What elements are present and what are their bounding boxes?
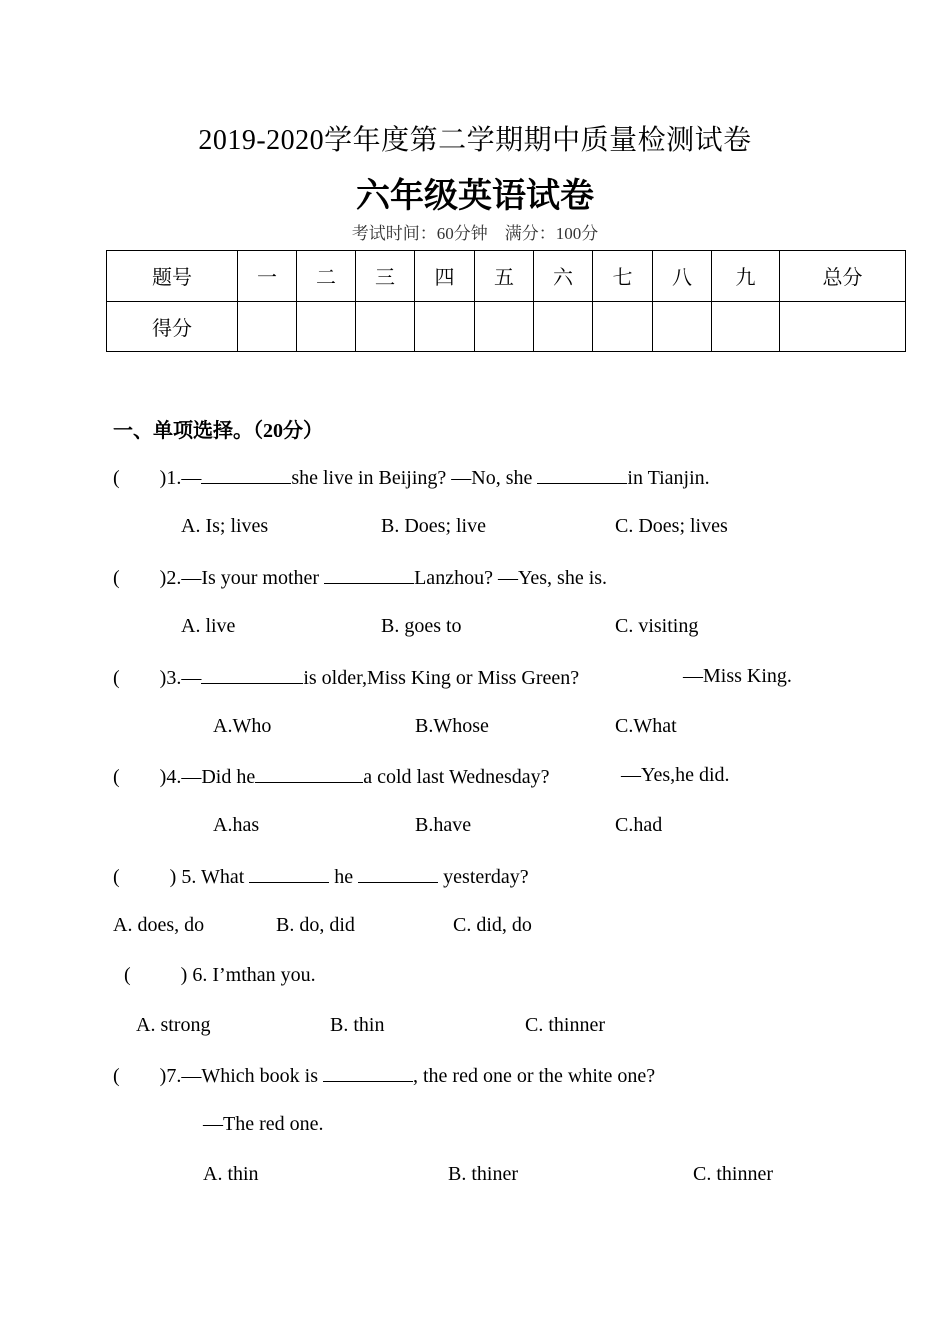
- question-number: 7.: [166, 1065, 182, 1087]
- exam-info: 考试时间：60分钟 满分：100分: [351, 224, 599, 243]
- blank: [201, 465, 291, 484]
- blank: [255, 764, 363, 783]
- question-text: What: [200, 866, 250, 888]
- blank: [201, 665, 303, 684]
- question-text: is older,Miss King or Miss Green?: [303, 667, 580, 689]
- score-row-label: 得分: [107, 301, 238, 352]
- answer-paren[interactable]: ( ): [113, 667, 167, 689]
- option-a[interactable]: A. strong: [136, 1014, 211, 1036]
- score-table: [106, 250, 906, 352]
- option-a[interactable]: A.Who: [213, 715, 272, 737]
- score-cell[interactable]: [534, 301, 593, 352]
- question-number: 5.: [181, 866, 197, 888]
- option-b[interactable]: B. Does; live: [381, 515, 486, 537]
- blank: [324, 565, 414, 584]
- score-header-cell: 八: [653, 251, 712, 302]
- score-header-cell: 一: [238, 251, 297, 302]
- question-number: 3.: [166, 667, 182, 689]
- score-header-cell: 九: [712, 251, 780, 302]
- question-text: a cold last Wednesday?: [363, 766, 550, 788]
- question-2: [113, 565, 607, 590]
- question-text: he: [329, 866, 359, 888]
- score-cell[interactable]: [780, 301, 906, 352]
- option-a[interactable]: A. live: [181, 615, 236, 637]
- score-cell[interactable]: [593, 301, 653, 352]
- score-header-cell: 总分: [780, 251, 906, 302]
- score-header-cell: 二: [297, 251, 356, 302]
- question-7-answer: —The red one.: [203, 1113, 324, 1135]
- option-a[interactable]: A.has: [213, 814, 260, 836]
- score-cell[interactable]: [712, 301, 780, 352]
- question-1: [113, 465, 710, 490]
- question-text: —: [181, 467, 202, 489]
- option-c[interactable]: C. thinner: [525, 1014, 605, 1036]
- score-header-cell: 六: [534, 251, 593, 302]
- option-b[interactable]: B.have: [415, 814, 472, 836]
- question-text: in Tianjin.: [627, 467, 710, 489]
- question-4: [113, 764, 550, 789]
- question-number: 6.: [192, 964, 208, 986]
- option-b[interactable]: B.Whose: [415, 715, 489, 737]
- question-number: 2.: [166, 567, 182, 589]
- question-text: she live in Beijing? —No, she: [291, 467, 538, 489]
- score-header-cell: 七: [593, 251, 653, 302]
- question-text: Lanzhou? —Yes, she is.: [414, 567, 608, 589]
- question-4-answer: —Yes,he did.: [621, 764, 730, 786]
- option-a[interactable]: A. does, do: [113, 914, 205, 936]
- exam-title: 2019-2020学年度第二学期期中质量检测试卷: [198, 125, 752, 156]
- question-7: [113, 1063, 655, 1088]
- question-6: [124, 964, 316, 987]
- question-text: —: [181, 667, 202, 689]
- blank: [249, 864, 329, 883]
- question-text: —Is your mother: [181, 567, 325, 589]
- question-number: 1.: [166, 467, 182, 489]
- score-header-cell: 五: [475, 251, 534, 302]
- question-text: I’m: [212, 964, 242, 986]
- option-c[interactable]: C. did, do: [453, 914, 532, 936]
- score-header-cell: 三: [356, 251, 415, 302]
- answer-paren[interactable]: ( ): [113, 467, 167, 489]
- option-c[interactable]: C. Does; lives: [615, 515, 728, 537]
- question-number: 4.: [166, 766, 182, 788]
- question-3: [113, 665, 579, 690]
- blank: [323, 1063, 413, 1082]
- blank: [358, 864, 438, 883]
- score-cell[interactable]: [297, 301, 356, 352]
- option-c[interactable]: C.had: [615, 814, 663, 836]
- score-cell[interactable]: [653, 301, 712, 352]
- answer-paren[interactable]: ( ): [113, 866, 177, 888]
- option-c[interactable]: C. visiting: [615, 615, 699, 637]
- section-title: 一、单项选择。（20分）: [113, 420, 323, 442]
- option-b[interactable]: B. thin: [330, 1014, 385, 1036]
- option-b[interactable]: B. thiner: [448, 1163, 518, 1185]
- score-cell[interactable]: [415, 301, 475, 352]
- answer-paren[interactable]: ( ): [113, 1065, 167, 1087]
- score-table-score-row: [107, 301, 906, 352]
- option-a[interactable]: A. Is; lives: [181, 515, 269, 537]
- blank: [537, 465, 627, 484]
- score-cell[interactable]: [475, 301, 534, 352]
- score-table-header-row: [107, 251, 906, 302]
- question-3-answer: —Miss King.: [683, 665, 792, 687]
- option-a[interactable]: A. thin: [203, 1163, 259, 1185]
- answer-paren[interactable]: ( ): [113, 567, 167, 589]
- option-b[interactable]: B. do, did: [276, 914, 355, 936]
- question-text: —Which book is: [181, 1065, 323, 1087]
- answer-paren[interactable]: ( ): [124, 964, 188, 986]
- score-header-cell: 四: [415, 251, 475, 302]
- score-cell[interactable]: [238, 301, 297, 352]
- question-5: [113, 864, 529, 889]
- question-text: , the red one or the white one?: [412, 1065, 656, 1087]
- option-b[interactable]: B. goes to: [381, 615, 462, 637]
- question-text: yesterday?: [438, 866, 529, 888]
- option-c[interactable]: C. thinner: [693, 1163, 773, 1185]
- option-c[interactable]: C.What: [615, 715, 677, 737]
- exam-subtitle: 六年级英语试卷: [356, 176, 594, 216]
- question-text: than you.: [241, 964, 316, 986]
- question-text: —Did he: [181, 766, 256, 788]
- score-cell[interactable]: [356, 301, 415, 352]
- score-header-cell: 题号: [107, 251, 238, 302]
- answer-paren[interactable]: ( ): [113, 766, 167, 788]
